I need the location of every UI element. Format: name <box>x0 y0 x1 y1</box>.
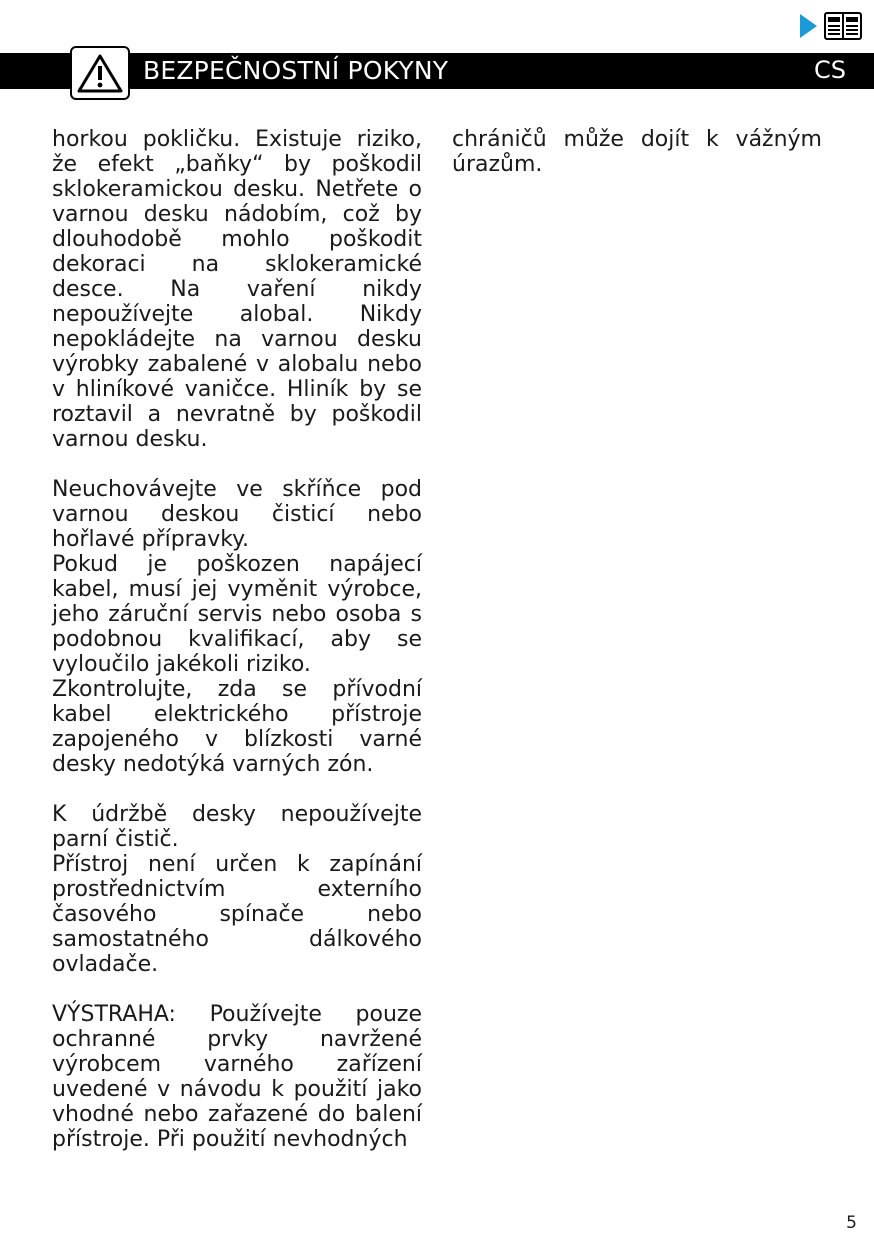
paragraph: Neuchovávejte ve skříňce pod varnou deskou čisticí nebo hořlavé přípravky. <box>52 477 422 552</box>
top-nav-icons <box>798 12 862 44</box>
paragraph: Zkontrolujte, zda se přívodní kabel elektrického přístroje zapojeného v blízkosti varné desky nedotýká varných zón. <box>52 677 422 777</box>
paragraph: horkou pokličku. Existuje riziko, že efekt „baňky“ by poškodil sklokeramickou desku. Netřete o varnou desku nádobím, což by dlouhodobě mohlo poškodit dekoraci na sklokeramické desce. Na vaření nikdy nepoužívejte alobal. Nikdy nepokládejte na varnou desku výrobky zabalené v alobalu nebo v hliníkové vaničce. Hliník by se roztavil a nevratně by poškodil varnou desku. <box>52 127 422 452</box>
paragraph: K údržbě desky nepoužívejte parní čistič. <box>52 802 422 852</box>
paragraph: chráničů může dojít k vážným úrazům. <box>452 127 822 177</box>
page-title: BEZPEČNOSTNÍ POKYNY <box>143 56 449 85</box>
paragraph: VÝSTRAHA: Používejte pouze ochranné prvky navržené výrobcem varného zařízení uvedené v návodu k použití jako vhodné nebo zařazené do balení přístroje. Při použití nevhodných <box>52 1002 422 1152</box>
book-icon[interactable] <box>824 12 862 44</box>
paragraph: Pokud je poškozen napájecí kabel, musí jej vyměnit výrobce, jeho záruční servis nebo osoba s podobnou kvalifikací, aby se vyloučilo jakékoli riziko. <box>52 552 422 677</box>
play-arrow-icon[interactable] <box>798 13 818 43</box>
page-number: 5 <box>846 1213 857 1233</box>
paragraph: Přístroj není určen k zapínání prostřednictvím externího časového spínače nebo samostatného dálkového ovladače. <box>52 852 422 977</box>
right-column <box>452 127 822 177</box>
left-column <box>52 127 422 1152</box>
warning-triangle-icon <box>70 46 130 100</box>
language-code: CS <box>814 56 846 84</box>
